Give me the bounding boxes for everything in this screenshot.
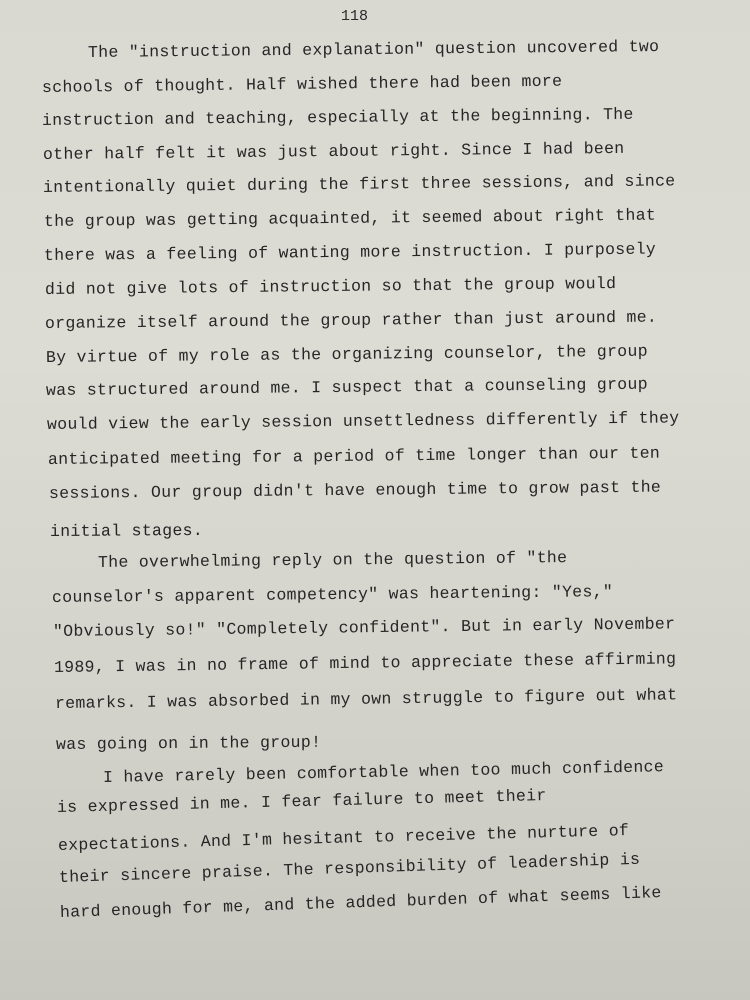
text-line: The "instruction and explanation" question uncovered two — [87, 37, 660, 62]
text-line: hard enough for me, and the added burden of what seems like — [59, 883, 662, 922]
text-line: intentionally quiet during the first three sessions, and since — [42, 171, 676, 197]
text-line: By virtue of my role as the organizing counselor, the group — [45, 341, 648, 367]
text-line: there was a feeling of wanting more instruction. I purposely — [43, 239, 657, 265]
text-line: instruction and teaching, especially at the beginning. The — [41, 104, 634, 130]
text-line: counselor's apparent competency" was heartening: "Yes," — [51, 582, 614, 607]
text-line: organize itself around the group rather than just around me. — [44, 307, 658, 333]
text-line: sessions. Our group didn't have enough time to grow past the — [48, 477, 662, 503]
text-line: initial stages. — [49, 520, 204, 541]
text-line: was going on in the group! — [55, 732, 322, 754]
text-line: I have rarely been comfortable when too much confidence — [102, 757, 665, 787]
text-line: other half felt it was just about right. Since I had been — [42, 138, 625, 164]
text-line: their sincere praise. The responsibility of leadership is — [58, 849, 641, 887]
text-line: "Obviously so!" "Completely confident". But in early November — [52, 614, 676, 641]
text-line: was structured around me. I suspect that a counseling group — [45, 374, 648, 400]
text-line: anticipated meeting for a period of time longer than our ten — [47, 443, 661, 469]
text-line: did not give lots of instruction so that the group would — [44, 274, 617, 299]
text-line: The overwhelming reply on the question of "the — [97, 548, 568, 572]
text-line: the group was getting acquainted, it seemed about right that — [43, 205, 657, 231]
text-line: remarks. I was absorbed in my own struggle to figure out what — [54, 685, 678, 713]
text-line: would view the early session unsettledness differently if they — [46, 408, 680, 434]
text-line: is expressed in me. I fear failure to meet their — [56, 786, 547, 817]
page-number: 118 — [341, 8, 369, 25]
text-line: schools of thought. Half wished there had been more — [41, 71, 563, 97]
text-line: expectations. And I'm hesitant to receive the nurture of — [57, 821, 630, 855]
text-line: 1989, I was in no frame of mind to appreciate these affirming — [53, 649, 677, 677]
